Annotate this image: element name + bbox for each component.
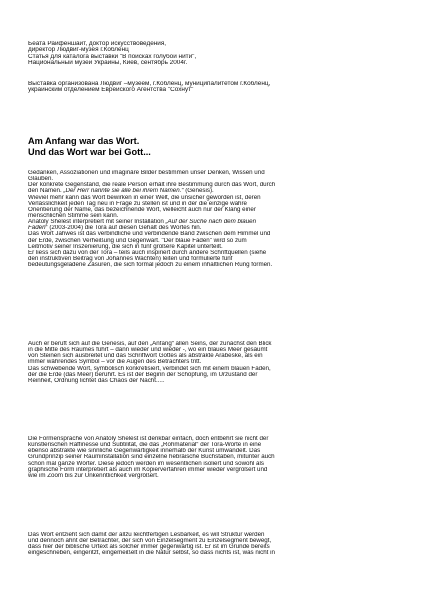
text-run: (Genesis). xyxy=(183,188,214,195)
text-line: und dennoch ahnt der Betrachter, der sich von Einzelsegment zu Einzelsegment bewegt, xyxy=(28,538,272,545)
paragraph-1 xyxy=(28,170,398,268)
organizer-info xyxy=(28,81,398,94)
text-line: von Steinen sich ausbreitet und das Schriftwort Gottes als abstrakte Arabeske, als ein xyxy=(28,353,263,360)
article-heading xyxy=(28,136,398,157)
text-run: “ (2003-2004) die Tora auf diesen Gehalt des Wortes hin. xyxy=(45,225,202,232)
paragraph-4 xyxy=(28,532,398,557)
paragraph-2 xyxy=(28,341,398,384)
text-line: immer währendes Symbol – vor die Augen des Betrachters tritt. xyxy=(28,359,202,366)
text-line: Der konkrete Gegenstand, die reale Person erhält ihre Bestimmung durch das Wort, durch xyxy=(28,182,276,189)
text-line: wie im Zoom bis zur Unkenntlichkeit vergrößert. xyxy=(28,472,159,479)
organizer-line: украинским отделением Еврейского Агентства "Сохнут" xyxy=(28,87,194,94)
author-line: Национальный музей Украины, Киев, сентябрь 2004г. xyxy=(28,59,188,66)
text-line: eingeschrieben, eingeritzt, eingemeißelt in die Natur selbst, so dass nichts ist, was nicht in xyxy=(28,550,275,557)
text-line: ebenso abstrakte wie sinnliche Gegenwärtigkeit innerhalb der Kunst umwandelt. Das xyxy=(28,448,261,455)
text-run: den Namen. xyxy=(28,188,64,195)
author-line: Беата Райфеншайт, доктор искусствоведения, xyxy=(28,41,167,47)
paragraph-3 xyxy=(28,436,398,479)
genesis-quote: „Der Herr nannte sie alle bei ihrem Namen.“ xyxy=(63,188,184,195)
text-line: Reinheit, Ordnung lichtet das Chaos der Nacht..... xyxy=(28,377,165,384)
text-line: künstlerischen Raffinesse und Subtilität, die das „Rohmaterial“ der Tora-Worte in eine xyxy=(28,442,262,449)
text-line: Leitmotiv seiner Inszenierung, die sich in fünf größere Kapitel unterteilt. xyxy=(28,243,223,250)
text-line: den instruktiven Beitrag von Johannes Wachten) leiten und formulierte fünf xyxy=(28,255,233,262)
author-info xyxy=(28,41,398,66)
text-line: in die Mitte des Raumes führt – dann wieder und wieder -, wo ein blaues Meer gesäumt xyxy=(28,347,268,354)
text-line: Verlässlichkeit jeden Tag neu in Frage zu stellen ist und in der die einzige wahre xyxy=(28,200,247,207)
text-line: dass hier der biblische Urtext als solcher immer gegenwärtig ist. Er ist im Grunde bereits xyxy=(28,544,270,551)
text-line: Gedanken, Assoziationen und imaginäre Bilder bestimmen unser Denken, Wissen und xyxy=(28,170,265,176)
text-run: Anatoly Shelest interpretiert mit seiner Installation xyxy=(28,219,166,226)
installation-title: „Auf der Suche nach dem blauen xyxy=(165,219,257,226)
text-line: graphische Form interpretiert als auch im Kopierverfahren immer wieder vergrößert und xyxy=(28,466,268,473)
text-line: Auch er beruft sich auf die Genesis, auf den „Anfang“ allen Seins, der zunächst den Blick xyxy=(28,341,272,347)
installation-title: Faden xyxy=(28,225,46,232)
heading-line-2: Und das Wort war bei Gott... xyxy=(28,146,151,157)
text-line: schon mal ganze Wörter. Diese jedoch werden im wesentlichen isoliert und sowohl als xyxy=(28,460,264,467)
text-line: Orientierung der Name, das bezeichnende Wort, vielleicht auch nur der Klang einer xyxy=(28,206,256,213)
text-line: Die Formensprache von Anatoly Shelest ist denkbar einfach, doch entbehrt sie nicht der xyxy=(28,436,269,442)
text-line: bedeutungsgeladene Zäsuren, die sich formal jedoch zu einem inhaltlichen Rung formen. xyxy=(28,262,273,269)
author-line: Статья для каталога выставки "В поисках голубой нити", xyxy=(28,53,197,60)
heading-line-1: Am Anfang war das Wort. xyxy=(28,136,140,146)
text-line: Das Wort Jahwes ist das verbindliche und verbindende Band zwischen dem Himmel und xyxy=(28,231,271,238)
text-line: der die Erde (das Meer) berührt. Es ist der Beginn der Schöpfung, im Urzustand der xyxy=(28,371,258,378)
text-line: der Erde, zwischen Verheißung und Gegenwart. "Der blaue Faden" wird so zum xyxy=(28,237,247,244)
text-line: menschlichen Stimme sein kann. xyxy=(28,212,119,219)
text-line: Wieviel mehr kann das Wort bewirken in einer Welt, die unsicher geworden ist, deren xyxy=(28,194,261,201)
text-line: Grundprinzip seiner Rauminstallation sind einzelne hebräische Buchstaben, mitunter auch xyxy=(28,454,275,461)
text-line: Das schwebende Wort, symbolisch konkretisiert, verbindet sich mit einem blauen Faden, xyxy=(28,365,271,372)
text-line: Glauben. xyxy=(28,176,54,183)
text-line: Er liess sich dazu von der Tora – teils auch inspiriert durch andere Schriftquellen (siehe xyxy=(28,249,267,256)
organizer-line: Выставка организована Людвиг –музеем, г.Кобленц, муниципалитетом г.Кобленц, xyxy=(28,81,271,87)
author-line: директор Людвиг-музея г.Кобленц xyxy=(28,47,129,54)
text-line: Das Wort entzieht sich damit der allzu leichtfertigen Lesbarkeit, es will Struktur werden xyxy=(28,532,265,538)
